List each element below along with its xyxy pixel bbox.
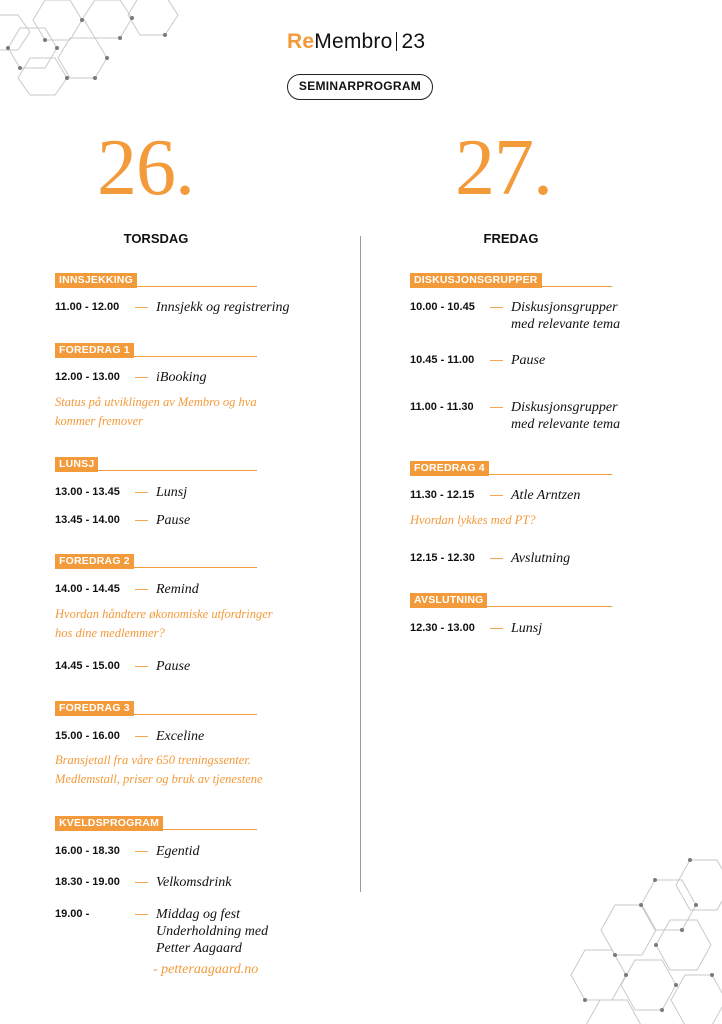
section-tag: KVELDSPROGRAM: [55, 816, 163, 831]
item-title: Remind: [156, 582, 199, 597]
day2-name: FREDAG: [483, 231, 539, 246]
section-description: Bransjetall fra våre 650 treningssenter. Medlemstall, priser og bruk av tjenestene: [55, 753, 263, 786]
item-time: 16.00 - 18.30: [55, 845, 120, 857]
dash-separator: —: [135, 906, 148, 921]
section-tag: FOREDRAG 4: [410, 461, 489, 476]
item-title: Avslutning: [511, 551, 571, 566]
item-title: Pause: [156, 513, 191, 528]
hexagon-pattern-top-left: [0, 0, 200, 100]
day1-number: 26.: [97, 124, 194, 212]
logo-name: Membro: [314, 30, 393, 53]
item-time: 13.00 - 13.45: [55, 486, 120, 498]
membro-logo: [287, 30, 425, 54]
item-time: 10.45 - 11.00: [410, 354, 475, 366]
dash-separator: —: [490, 352, 503, 367]
section-header: [55, 270, 257, 287]
hexagon-pattern-bottom-right: [560, 850, 722, 1024]
section-header: [55, 813, 257, 830]
dash-separator: —: [490, 487, 503, 502]
section-description: Hvordan lykkes med PT?: [410, 513, 536, 527]
section-header: [55, 454, 257, 471]
section-header: [410, 590, 612, 607]
item-title: Middag og fest Underholdning med Petter Aagaard: [156, 907, 269, 956]
section-tag: FOREDRAG 1: [55, 343, 134, 358]
item-time: 13.45 - 14.00: [55, 514, 120, 526]
item-time: 12.30 - 13.00: [410, 622, 475, 634]
item-time: 10.00 - 10.45: [410, 301, 475, 313]
section-header: [55, 551, 257, 568]
section-tag: AVSLUTNING: [410, 593, 487, 608]
item-title: Pause: [156, 659, 191, 674]
item-title: Diskusjonsgrupper med relevante tema: [511, 400, 621, 432]
section-tag: FOREDRAG 2: [55, 554, 134, 569]
dash-separator: —: [135, 369, 148, 384]
item-time: 12.00 - 13.00: [55, 371, 120, 383]
section-header: [55, 340, 257, 357]
dash-separator: —: [135, 299, 148, 314]
item-time: 18.30 - 19.00: [55, 876, 120, 888]
dash-separator: —: [135, 843, 148, 858]
dash-separator: —: [135, 581, 148, 596]
day1-name: TORSDAG: [123, 231, 189, 246]
item-time: 15.00 - 16.00: [55, 730, 120, 742]
item-time: 14.45 - 15.00: [55, 660, 120, 672]
section-tag: INNSJEKKING: [55, 273, 137, 288]
item-title: Lunsj: [156, 485, 188, 500]
item-title: Pause: [511, 353, 546, 368]
item-time: 14.00 - 14.45: [55, 583, 120, 595]
logo-separator: [396, 32, 397, 51]
program-badge: SEMINARPROGRAM: [287, 74, 433, 100]
item-title: Diskusjonsgrupper med relevante tema: [511, 300, 621, 332]
item-time: 11.00 - 11.30: [410, 401, 474, 413]
dash-separator: —: [490, 299, 503, 314]
dash-separator: —: [135, 874, 148, 889]
logo-year: 23: [401, 30, 426, 53]
website-link[interactable]: - petteraagaard.no: [153, 962, 259, 977]
section-description: Hvordan håndtere økonomiske utfordringer hos dine medlemmer?: [55, 607, 273, 640]
section-description: Status på utviklingen av Membro og hva kommer fremover: [55, 395, 257, 428]
item-title: Egentid: [156, 844, 200, 859]
item-time: 11.00 - 12.00: [55, 301, 120, 313]
item-title: Lunsj: [511, 621, 543, 636]
section-header: [55, 698, 257, 715]
dash-separator: —: [135, 728, 148, 743]
item-title: Innsjekk og registrering: [156, 300, 290, 315]
dash-separator: —: [135, 484, 148, 499]
item-title: Velkomsdrink: [156, 875, 232, 890]
section-header: [410, 458, 612, 475]
item-title: Exceline: [156, 729, 205, 744]
dash-separator: —: [490, 550, 503, 565]
item-title: Atle Arntzen: [511, 488, 581, 503]
section-tag: FOREDRAG 3: [55, 701, 134, 716]
dash-separator: —: [135, 658, 148, 673]
dash-separator: —: [135, 512, 148, 527]
dash-separator: —: [490, 620, 503, 635]
day2-number: 27.: [455, 124, 552, 212]
section-header: [410, 270, 612, 287]
section-tag: DISKUSJONSGRUPPER: [410, 273, 542, 288]
section-tag: LUNSJ: [55, 457, 98, 472]
logo-prefix: Re: [287, 30, 315, 53]
column-divider: [360, 236, 361, 892]
item-time: 19.00 -: [55, 908, 90, 920]
item-title: iBooking: [156, 370, 207, 385]
item-time: 11.30 - 12.15: [410, 489, 475, 501]
item-time: 12.15 - 12.30: [410, 552, 475, 564]
dash-separator: —: [490, 399, 503, 414]
